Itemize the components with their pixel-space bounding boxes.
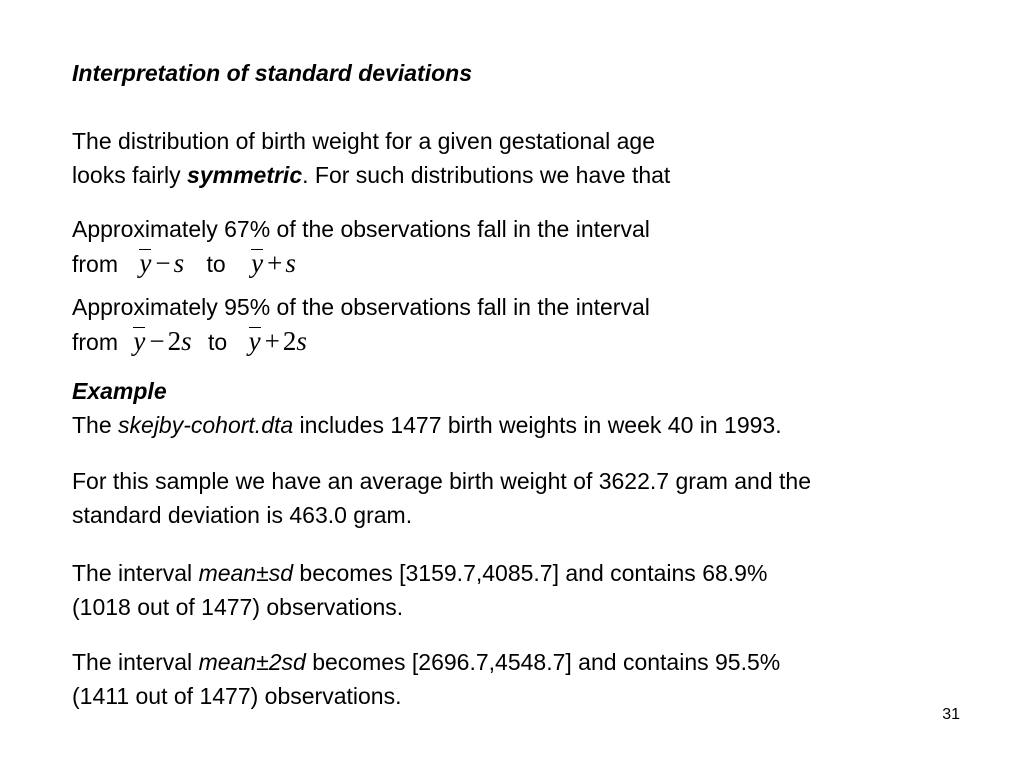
sample-line-1: For this sample we have an average birth weight of 3622.7 gram and the — [72, 468, 811, 494]
s-symbol: s — [285, 248, 296, 278]
interval2-post: becomes [2696.7,4548.7] and contains 95.5% — [305, 649, 781, 675]
dataset-filename: skejby-cohort.dta — [118, 412, 294, 438]
s-symbol: s — [173, 248, 185, 278]
rule67-lower-formula — [138, 246, 184, 280]
interval1-line-2: (1018 out of 1477) observations. — [72, 594, 404, 620]
rule67-to-label: to — [206, 251, 226, 277]
rule95-line-2 — [72, 324, 307, 359]
interval2-pre: The interval — [72, 649, 199, 675]
ybar-symbol: y — [251, 248, 264, 278]
interval1-pre: The interval — [72, 560, 199, 586]
intro-line-1: The distribution of birth weight for a given gestational age — [72, 128, 656, 154]
example-pre: The — [72, 412, 119, 438]
minus-operator: − — [149, 326, 165, 356]
rule67-upper-formula — [250, 246, 296, 280]
interval1-post: becomes [3159.7,4085.7] and contains 68.9% — [293, 560, 768, 586]
coefficient: 2 — [282, 326, 297, 356]
interval1-line-1 — [72, 556, 767, 590]
intro-line-2 — [72, 158, 670, 192]
ybar-symbol: y — [248, 326, 261, 356]
plus-operator: + — [267, 248, 283, 278]
rule67-line-1: Approximately 67% of the observations fall in the interval — [72, 216, 650, 242]
rule67-from-label: from — [72, 251, 118, 277]
coefficient: 2 — [167, 326, 182, 356]
ybar-symbol: y — [139, 248, 152, 278]
rule95-to-label: to — [208, 329, 228, 355]
example-post: includes 1477 birth weights in week 40 in 1993. — [293, 412, 782, 438]
rule95-upper-formula — [248, 324, 307, 358]
interval2-line-1 — [72, 645, 780, 679]
example-line — [72, 408, 782, 442]
rule95-lower-formula — [132, 324, 191, 358]
slide-title: Interpretation of standard deviations — [72, 60, 472, 86]
ybar-symbol: y — [133, 326, 146, 356]
plus-operator: + — [264, 326, 280, 356]
symmetric-emphasis: symmetric — [187, 162, 303, 188]
rule95-line-1: Approximately 95% of the observations fall in the interval — [72, 294, 650, 320]
example-heading: Example — [72, 378, 167, 404]
intro-line-2-pre: looks fairly — [72, 162, 188, 188]
s-symbol: s — [296, 326, 307, 356]
rule95-from-label: from — [72, 329, 118, 355]
intro-line-2-post: . For such distributions we have that — [302, 162, 671, 188]
interval1-expression: mean±sd — [198, 560, 294, 586]
rule67-line-2 — [72, 246, 296, 281]
interval2-line-2: (1411 out of 1477) observations. — [72, 683, 402, 709]
interval2-expression: mean±2sd — [198, 649, 306, 675]
minus-operator: − — [155, 248, 171, 278]
sample-line-2: standard deviation is 463.0 gram. — [72, 502, 413, 528]
page-number: 31 — [942, 706, 960, 723]
s-symbol: s — [181, 326, 192, 356]
